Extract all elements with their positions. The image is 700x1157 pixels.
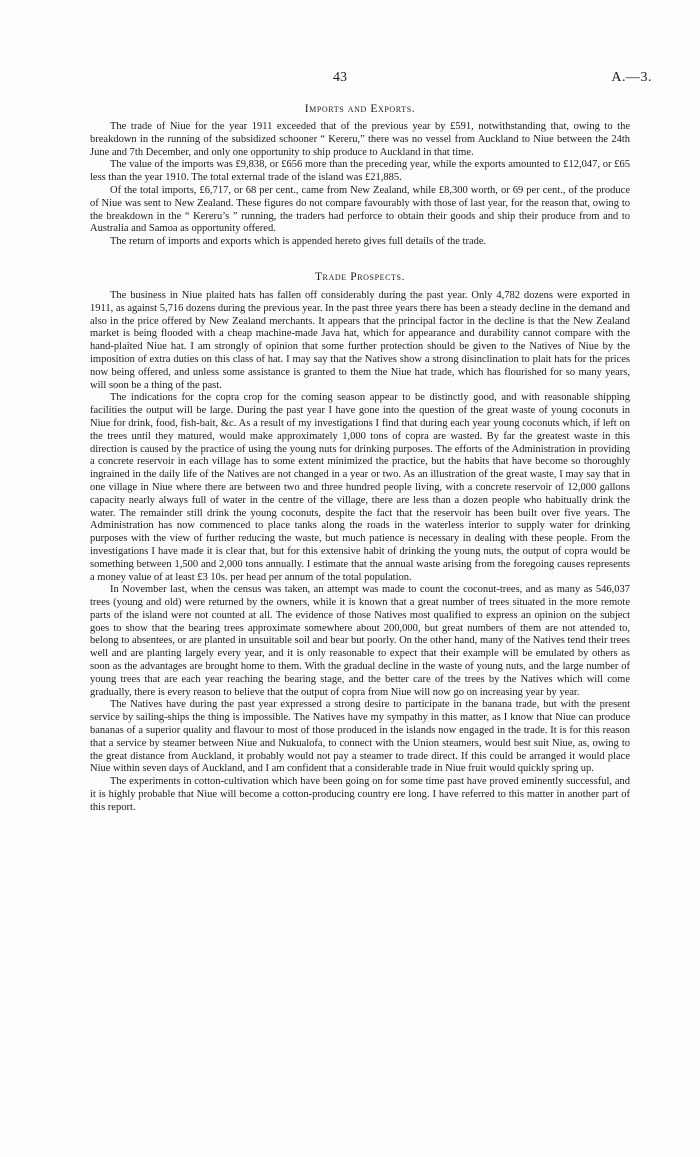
paragraph: The experiments in cotton-cultivation which have been going on for some time past have proved eminently successful, and it is highly probable that Niue will become a cotton-producing country ere long. I have referred to this matter in another part of this report. — [90, 776, 630, 813]
paragraph: The business in Niue plaited hats has fallen off considerably during the past year. Only 4,782 dozens were exported in 1911, as against 5,716 dozens during the previous year. In the past three years there has been a steady decline in the demand and also in the price offered by New Zealand merchants. It appears that the principal factor in the decline is that the New Zealand market is being flooded with a cheap machine-made Java hat, which for appearance and durability cannot compare with the hand-plaited Niue hat. I am strongly of opinion that some further protection should be given to the Natives of Niue by the imposition of extra duties on this class of hat. I may say that the Natives show a strong disinclination to plait hats for the prices now being offered, and unless some assistance is granted to them the Niue hat trade, which has flourished for so many years, will soon be a thing of the past. — [90, 289, 630, 391]
paragraph: The indications for the copra crop for the coming season appear to be distinctly good, and with reasonable shipping facilities the output will be large. During the past year I have gone into the question of the great waste of young coconuts in Niue for drink, food, fish-bait, &c. As a result of my investigations I find that during each year young coconuts which, if left on the trees until they matured, would make approximately 1,000 tons of copra are wasted. By far the greatest waste in this direction is caused by the practice of using the young nuts for drinking purposes. The efforts of the Administration in providing a concrete reservoir in each village has to some extent minimized the practice, but the habits that have become so thoroughly ingrained in the daily life of the Natives are not changed in a year or two. As an illustration of the great waste, I may say that in one village in Niue where there are between two and three hundred people living, with a concrete reservoir of 12,000 gallons capacity nearly always full of water in the centre of the village, there are less than a dozen people who habitually drink the water. The remainder still drink the young coconuts, despite the fact that the reservoir has been built over five years. The Administration has now commenced to place tanks along the roads in the waterless interior to supply water for drinking purposes with the view of further reducing the waste, but much patience is necessary in dealing with these people. From the investigations I have made it is clear that, but for this extensive habit of drinking the young nuts, the output of copra would be something between 1,500 and 2,000 tons annually. I estimate that the annual waste arising from the foregoing causes represents a money value of at least £3 10s. per head per annum of the total population. — [90, 392, 630, 583]
paragraph: The trade of Niue for the year 1911 exceeded that of the previous year by £591, notwithstanding that, owing to the breakdown in the running of the subsidized schooner “ Kereru,” there was no vessel from Auckland to Niue between the 24th June and 7th December, and only one opportunity to ship produce to Auckland in that time. — [90, 121, 630, 158]
document-reference: A.—3. — [611, 70, 652, 85]
page-number: 43 — [333, 70, 347, 85]
document-body — [90, 103, 630, 815]
paragraph: The value of the imports was £9,838, or £656 more than the preceding year, while the exports amounted to £12,047, or £65 less than the year 1910. The total external trade of the island was £21,885. — [90, 159, 630, 184]
paragraph: The return of imports and exports which is appended hereto gives full details of the trade. — [110, 236, 487, 248]
paragraph: The Natives have during the past year expressed a strong desire to participate in the banana trade, but with the present service by sailing-ships the thing is impossible. The Natives have my sympathy in this matter, as I know that Niue can produce bananas of a superior quality and flavour to most of those produced in the islands now engaged in the trade. It is for this reason that a service by steamer between Niue and Nukualofa, to connect with the Union steamers, would best suit Niue, as, owing to the great distance from Auckland, it probably would not pay a steamer to trade direct. If this could be arranged it would place Niue within seven days of Auckland, and I am confident that a considerable trade in Niue fruit would quickly spring up. — [90, 699, 630, 775]
section-heading: Imports and Exports. — [304, 103, 416, 115]
paragraph: In November last, when the census was taken, an attempt was made to count the coconut-trees, and as many as 546,037 trees (young and old) were returned by the owners, while it is known that a great number of trees situated in the more remote parts of the island were not counted at all. The evidence of those Natives most qualified to express an opinion on the subject goes to show that the bearing trees approximate somewhere about 200,000, but great numbers of them are not attended to, belong to absentees, or are planted in unsuitable soil and bear but poorly. On the other hand, many of the Natives tend their trees well and are planting largely every year, and it is only reasonable to expect that their example will be emulated by others as soon as the advantages are brought home to them. With the gradual decline in the waste of young nuts, and the large number of young trees that are each year reaching the bearing stage, and the better care of the trees by the Natives which will come gradually, there is every reason to believe that the output of copra from Niue will now go on increasing year by year. — [90, 584, 630, 698]
section-trade-prospects — [90, 271, 630, 815]
paragraph: Of the total imports, £6,717, or 68 per cent., came from New Zealand, while £8,300 worth, or 69 per cent., of the produce of Niue was sent to New Zealand. These figures do not compare favourably with those of last year, for the reason that, owing to the breakdown in the “ Kereru’s ” running, the traders had perforce to obtain their goods and ship their produce from and to Australia and Samoa as opportunity offered. — [90, 184, 630, 235]
section-imports-exports — [90, 103, 630, 249]
section-heading: Trade Prospects. — [314, 270, 406, 283]
